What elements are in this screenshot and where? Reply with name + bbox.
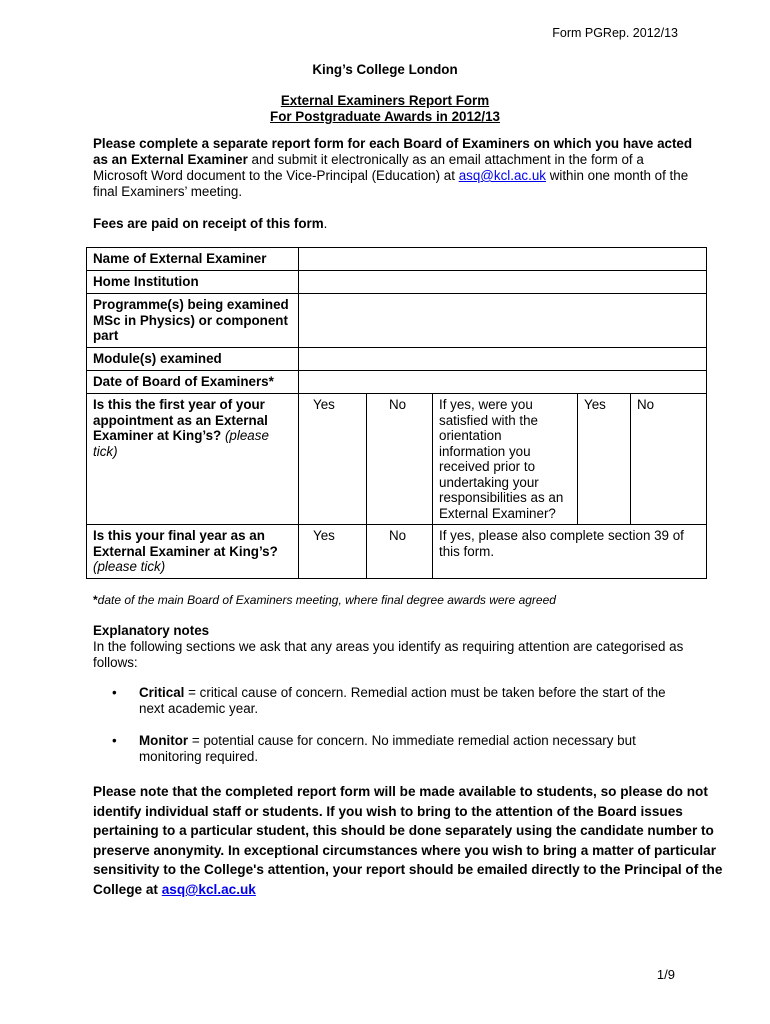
footnote-text: date of the main Board of Examiners meeting, where final degree awards were agreed xyxy=(97,593,556,607)
form-subtitle: For Postgraduate Awards in 2012/13 xyxy=(270,109,500,124)
final-year-question-text: Is this your final year as an External Examiner at King’s? xyxy=(93,528,278,559)
orientation-question: If yes, were you satisfied with the orientation information you received prior to undertaking your responsibilities as an External Examiner? xyxy=(433,394,578,525)
explanatory-notes xyxy=(93,623,693,671)
final-year-question xyxy=(87,525,299,579)
name-field[interactable] xyxy=(299,248,707,271)
table-row xyxy=(87,271,707,294)
footnote-star: * xyxy=(93,593,98,607)
table-row xyxy=(87,248,707,271)
first-year-question xyxy=(87,394,299,525)
instructions-bold: Please complete a separate report form for each Board of Examiners on which you have acted as an External Examiner xyxy=(93,136,693,167)
table-row xyxy=(87,348,707,371)
instructions-tail: within one month of the final Examiners’ meeting. xyxy=(93,168,689,199)
bullet-text: = potential cause for concern. No immediate remedial action necessary but monitoring required. xyxy=(139,733,636,764)
institution-name: King’s College London xyxy=(312,62,458,77)
email-link[interactable]: asq@kcl.ac.uk xyxy=(458,168,546,183)
explanatory-intro: In the following sections we ask that any areas you identify as requiring attention are categorised as follows: xyxy=(93,639,684,670)
bullet-term: Monitor xyxy=(139,733,189,748)
instructions-text: and submit it electronically as an email attachment in the form of a Microsoft Word document to the Vice-Principal (Education) at xyxy=(93,152,644,183)
instructions xyxy=(93,136,693,200)
bullet-term: Critical xyxy=(139,685,185,700)
principal-email-link[interactable]: asq@kcl.ac.uk xyxy=(161,881,256,897)
first-year-question-text: Is this the first year of your appointment as an External Examiner at King’s? xyxy=(93,397,268,443)
orientation-yes-cell[interactable]: Yes xyxy=(578,394,631,525)
privacy-notice xyxy=(93,782,723,900)
first-year-yes-cell[interactable]: Yes xyxy=(299,394,367,525)
table-row xyxy=(87,371,707,394)
privacy-notice-text: Please note that the completed report form will be made available to students, so please do not identify individual staff or students. If you wish to bring to the attention of the Board issues pertaining to a particular student, this should be done separately using the candidate number to preserve anonymity. In exceptional circumstances where you wish to bring a matter of particular sensitivity to the College's attention, your report should be emailed directly to the Principal of the College at xyxy=(93,784,723,897)
table-row xyxy=(87,394,707,525)
programme-field[interactable] xyxy=(299,294,707,348)
examiner-details-table xyxy=(86,247,707,579)
fees-note xyxy=(93,216,327,231)
final-year-no-cell[interactable]: No xyxy=(367,525,433,579)
first-year-hint: (please tick) xyxy=(93,428,269,459)
programme-label: Programme(s) being examined MSc in Physics) or component part xyxy=(87,294,299,348)
final-year-hint: (please tick) xyxy=(93,559,166,574)
page-number: 1/9 xyxy=(656,967,675,982)
bullet-text: = critical cause of concern. Remedial action must be taken before the start of the next academic year. xyxy=(139,685,666,716)
orientation-no-cell[interactable]: No xyxy=(631,394,707,525)
form-code: Form PGRep. 2012/13 xyxy=(552,26,678,40)
form-title: External Examiners Report Form xyxy=(280,93,490,108)
final-year-note: If yes, please also complete section 39 of this form. xyxy=(433,525,707,579)
table-row xyxy=(87,294,707,348)
bullet-icon: • xyxy=(112,733,117,748)
name-label: Name of External Examiner xyxy=(87,248,299,271)
module-label: Module(s) examined xyxy=(87,348,299,371)
module-field[interactable] xyxy=(299,348,707,371)
first-year-no-cell[interactable]: No xyxy=(367,394,433,525)
bullet-icon: • xyxy=(112,685,117,700)
fees-bold: Fees are paid on receipt of this form xyxy=(93,216,324,231)
board-date-label: Date of Board of Examiners* xyxy=(87,371,299,394)
table-row xyxy=(87,525,707,579)
home-institution-label: Home Institution xyxy=(87,271,299,294)
footnote xyxy=(93,593,556,607)
final-year-yes-cell[interactable]: Yes xyxy=(299,525,367,579)
explanatory-heading: Explanatory notes xyxy=(93,623,210,638)
board-date-field[interactable] xyxy=(299,371,707,394)
home-institution-field[interactable] xyxy=(299,271,707,294)
fees-tail: . xyxy=(323,216,328,231)
